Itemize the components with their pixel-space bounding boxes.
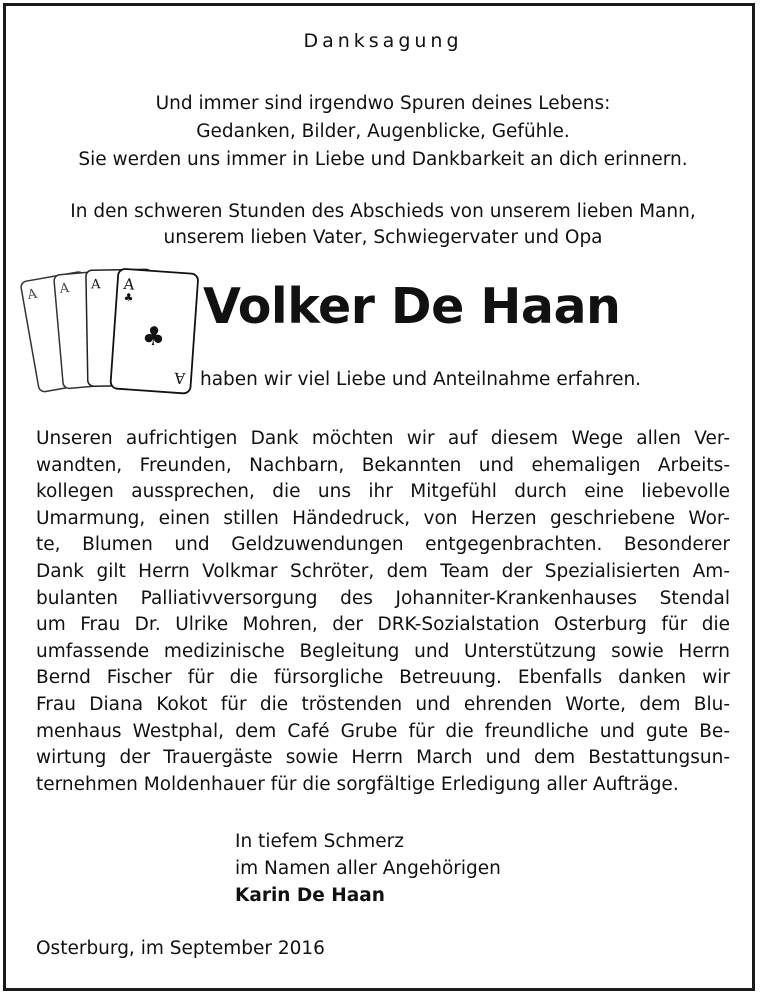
received-sympathy-line: haben wir viel Liebe und Anteilnahme erfahren. [200, 369, 642, 390]
closing-line: In tiefem Schmerz [235, 831, 404, 852]
paragraph-line: kollegen aussprechen, die uns ihr Mitgefühl durch eine liebevolle [36, 481, 730, 503]
closing-block [235, 828, 501, 909]
card-rank: A [173, 368, 186, 388]
paragraph-line: te, Blumen und Geldzuwendungen entgegenbrachten. Besonderer [36, 534, 730, 556]
paragraph-line: Bernd Fischer für die fürsorgliche Betreuung. Ebenfalls danken wir [36, 667, 730, 689]
closing-line: im Namen aller Angehörigen [235, 858, 501, 879]
paragraph-line: um Frau Dr. Ulrike Mohren, der DRK-Sozialstation Osterburg für die [36, 614, 730, 636]
poem-line: Und immer sind irgendwo Spuren deines Lebens: [155, 93, 611, 114]
paragraph-line: wandten, Freunden, Nachbarn, Bekannten und ehemaligen Arbeits- [36, 454, 730, 476]
intro-line: unserem lieben Vater, Schwiegervater und Opa [163, 227, 603, 248]
card-rank: A [90, 277, 101, 293]
card-ace-clubs [110, 269, 198, 394]
paragraph-line: bulanten Palliativversorgung des Johanniter-Krankenhauses Stendal [36, 587, 730, 609]
poem [0, 90, 766, 174]
club-icon: ♣ [123, 290, 134, 305]
deceased-name: Volker De Haan [203, 278, 621, 335]
thanks-paragraph [36, 426, 730, 798]
playing-cards-icon [26, 263, 200, 403]
poem-line: Gedanken, Bilder, Augenblicke, Gefühle. [196, 121, 570, 142]
paragraph-line: Dank gilt Herrn Volkmar Schröter, dem Team der Spezialisierten Am- [36, 560, 730, 582]
poem-line: Sie werden uns immer in Liebe und Dankbarkeit an dich erinnern. [78, 149, 688, 170]
paragraph-line: Unseren aufrichtigen Dank möchten wir auf diesem Wege allen Ver- [36, 428, 730, 449]
paragraph-line: umfassende medizinische Begleitung und Unterstützung sowie Herrn [36, 640, 730, 662]
card-rank: A [26, 286, 39, 304]
paragraph-line: menhaus Westphal, dem Café Grube für die freundliche und gute Be- [36, 720, 730, 742]
card-rank: A [59, 281, 70, 297]
club-icon: ♣ [140, 321, 167, 353]
paragraph-line: ternehmen Moldenhauer für die sorgfältige Erledigung aller Aufträge. [36, 773, 679, 795]
paragraph-line: wirtung der Trauergäste sowie Herrn March und dem Bestattungsun- [36, 747, 730, 769]
intro-text [0, 199, 766, 251]
place-date: Osterburg, im September 2016 [36, 938, 325, 959]
notice-heading: Danksagung [303, 30, 463, 52]
intro-line: In den schweren Stunden des Abschieds von unserem lieben Mann, [70, 201, 696, 222]
card-rank: A [122, 274, 135, 294]
paragraph-line: Umarmung, einen stillen Händedruck, von Herzen geschriebene Wor- [36, 507, 730, 529]
signer-name: Karin De Haan [235, 885, 385, 906]
paragraph-line: Frau Diana Kokot für die tröstenden und ehrenden Worte, dem Blu- [36, 693, 730, 715]
